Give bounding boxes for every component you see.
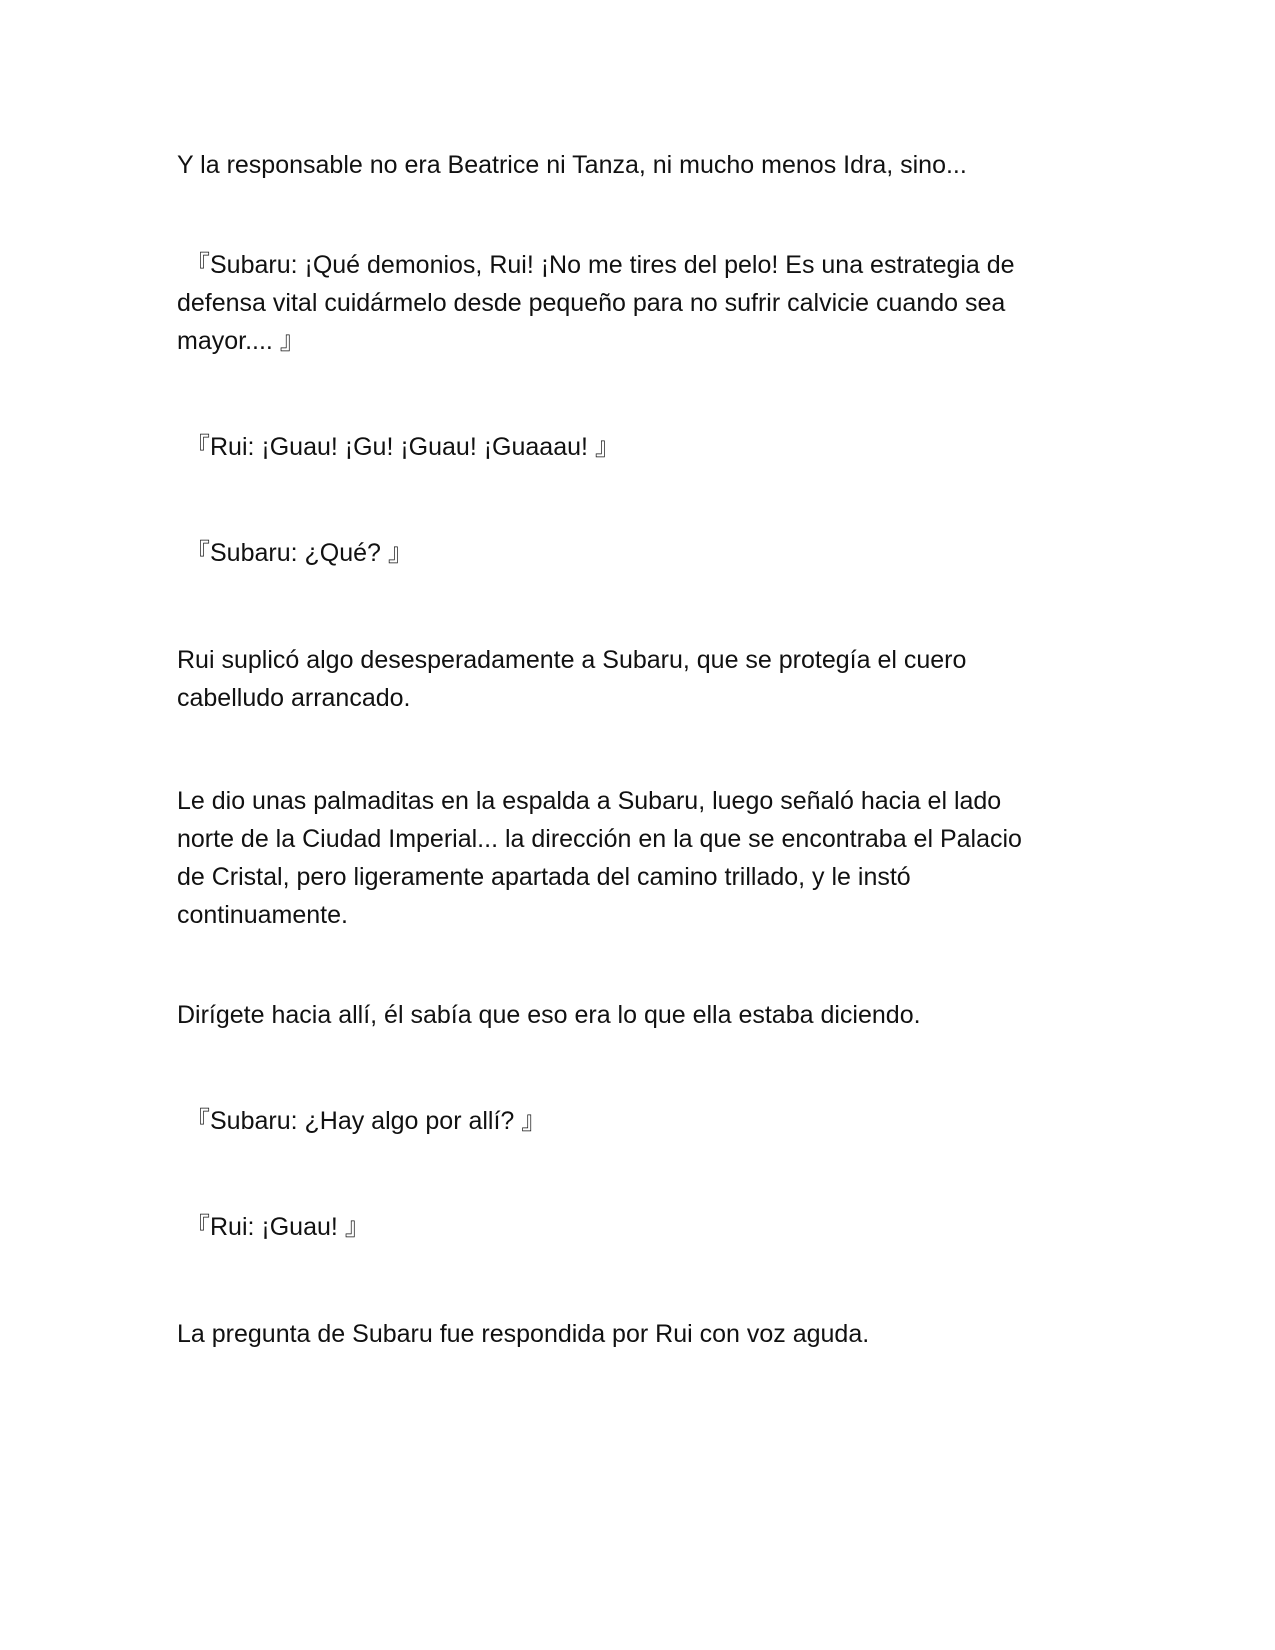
text-line: Dirígete hacia allí, él sabía que eso era lo que ella estaba diciendo. (177, 1001, 921, 1029)
text-line: La pregunta de Subaru fue respondida por Rui con voz aguda. (177, 1320, 870, 1348)
paragraph-narration (177, 996, 1077, 1034)
paragraph-dialogue-rui (185, 428, 1085, 466)
text-line: cabelludo arrancado. (177, 684, 411, 712)
text-line: Le dio unas palmaditas en la espalda a Subaru, luego señaló hacia el lado (177, 787, 1002, 815)
text-line: de Cristal, pero ligeramente apartada del camino trillado, y le instó (177, 863, 911, 891)
text-line: 『Subaru: ¡Qué demonios, Rui! ¡No me tires del pelo! Es una estrategia de (185, 251, 1015, 279)
paragraph-dialogue-subaru (185, 534, 1085, 572)
paragraph-narration (177, 782, 1077, 934)
paragraph-dialogue-rui (185, 1208, 1085, 1246)
paragraph-dialogue-subaru (177, 246, 1085, 360)
text-line: 『Subaru: ¿Hay algo por allí? 』 (185, 1107, 547, 1135)
text-line: continuamente. (177, 901, 348, 929)
paragraph-narration (177, 641, 1077, 717)
text-line: Y la responsable no era Beatrice ni Tanza, ni mucho menos Idra, sino... (177, 151, 967, 179)
text-line: norte de la Ciudad Imperial... la dirección en la que se encontraba el Palacio (177, 825, 1022, 853)
text-line: defensa vital cuidármelo desde pequeño para no sufrir calvicie cuando sea (177, 289, 1006, 317)
text-line: 『Rui: ¡Guau! 』 (185, 1213, 370, 1241)
paragraph-narration (177, 1315, 1077, 1353)
paragraph-narration (177, 146, 1077, 184)
text-line: 『Rui: ¡Guau! ¡Gu! ¡Guau! ¡Guaaau! 』 (185, 433, 620, 461)
paragraph-dialogue-subaru (185, 1102, 1085, 1140)
text-line: Rui suplicó algo desesperadamente a Subaru, que se protegía el cuero (177, 646, 967, 674)
text-line: 『Subaru: ¿Qué? 』 (185, 539, 413, 567)
text-line: mayor.... 』 (177, 327, 305, 355)
